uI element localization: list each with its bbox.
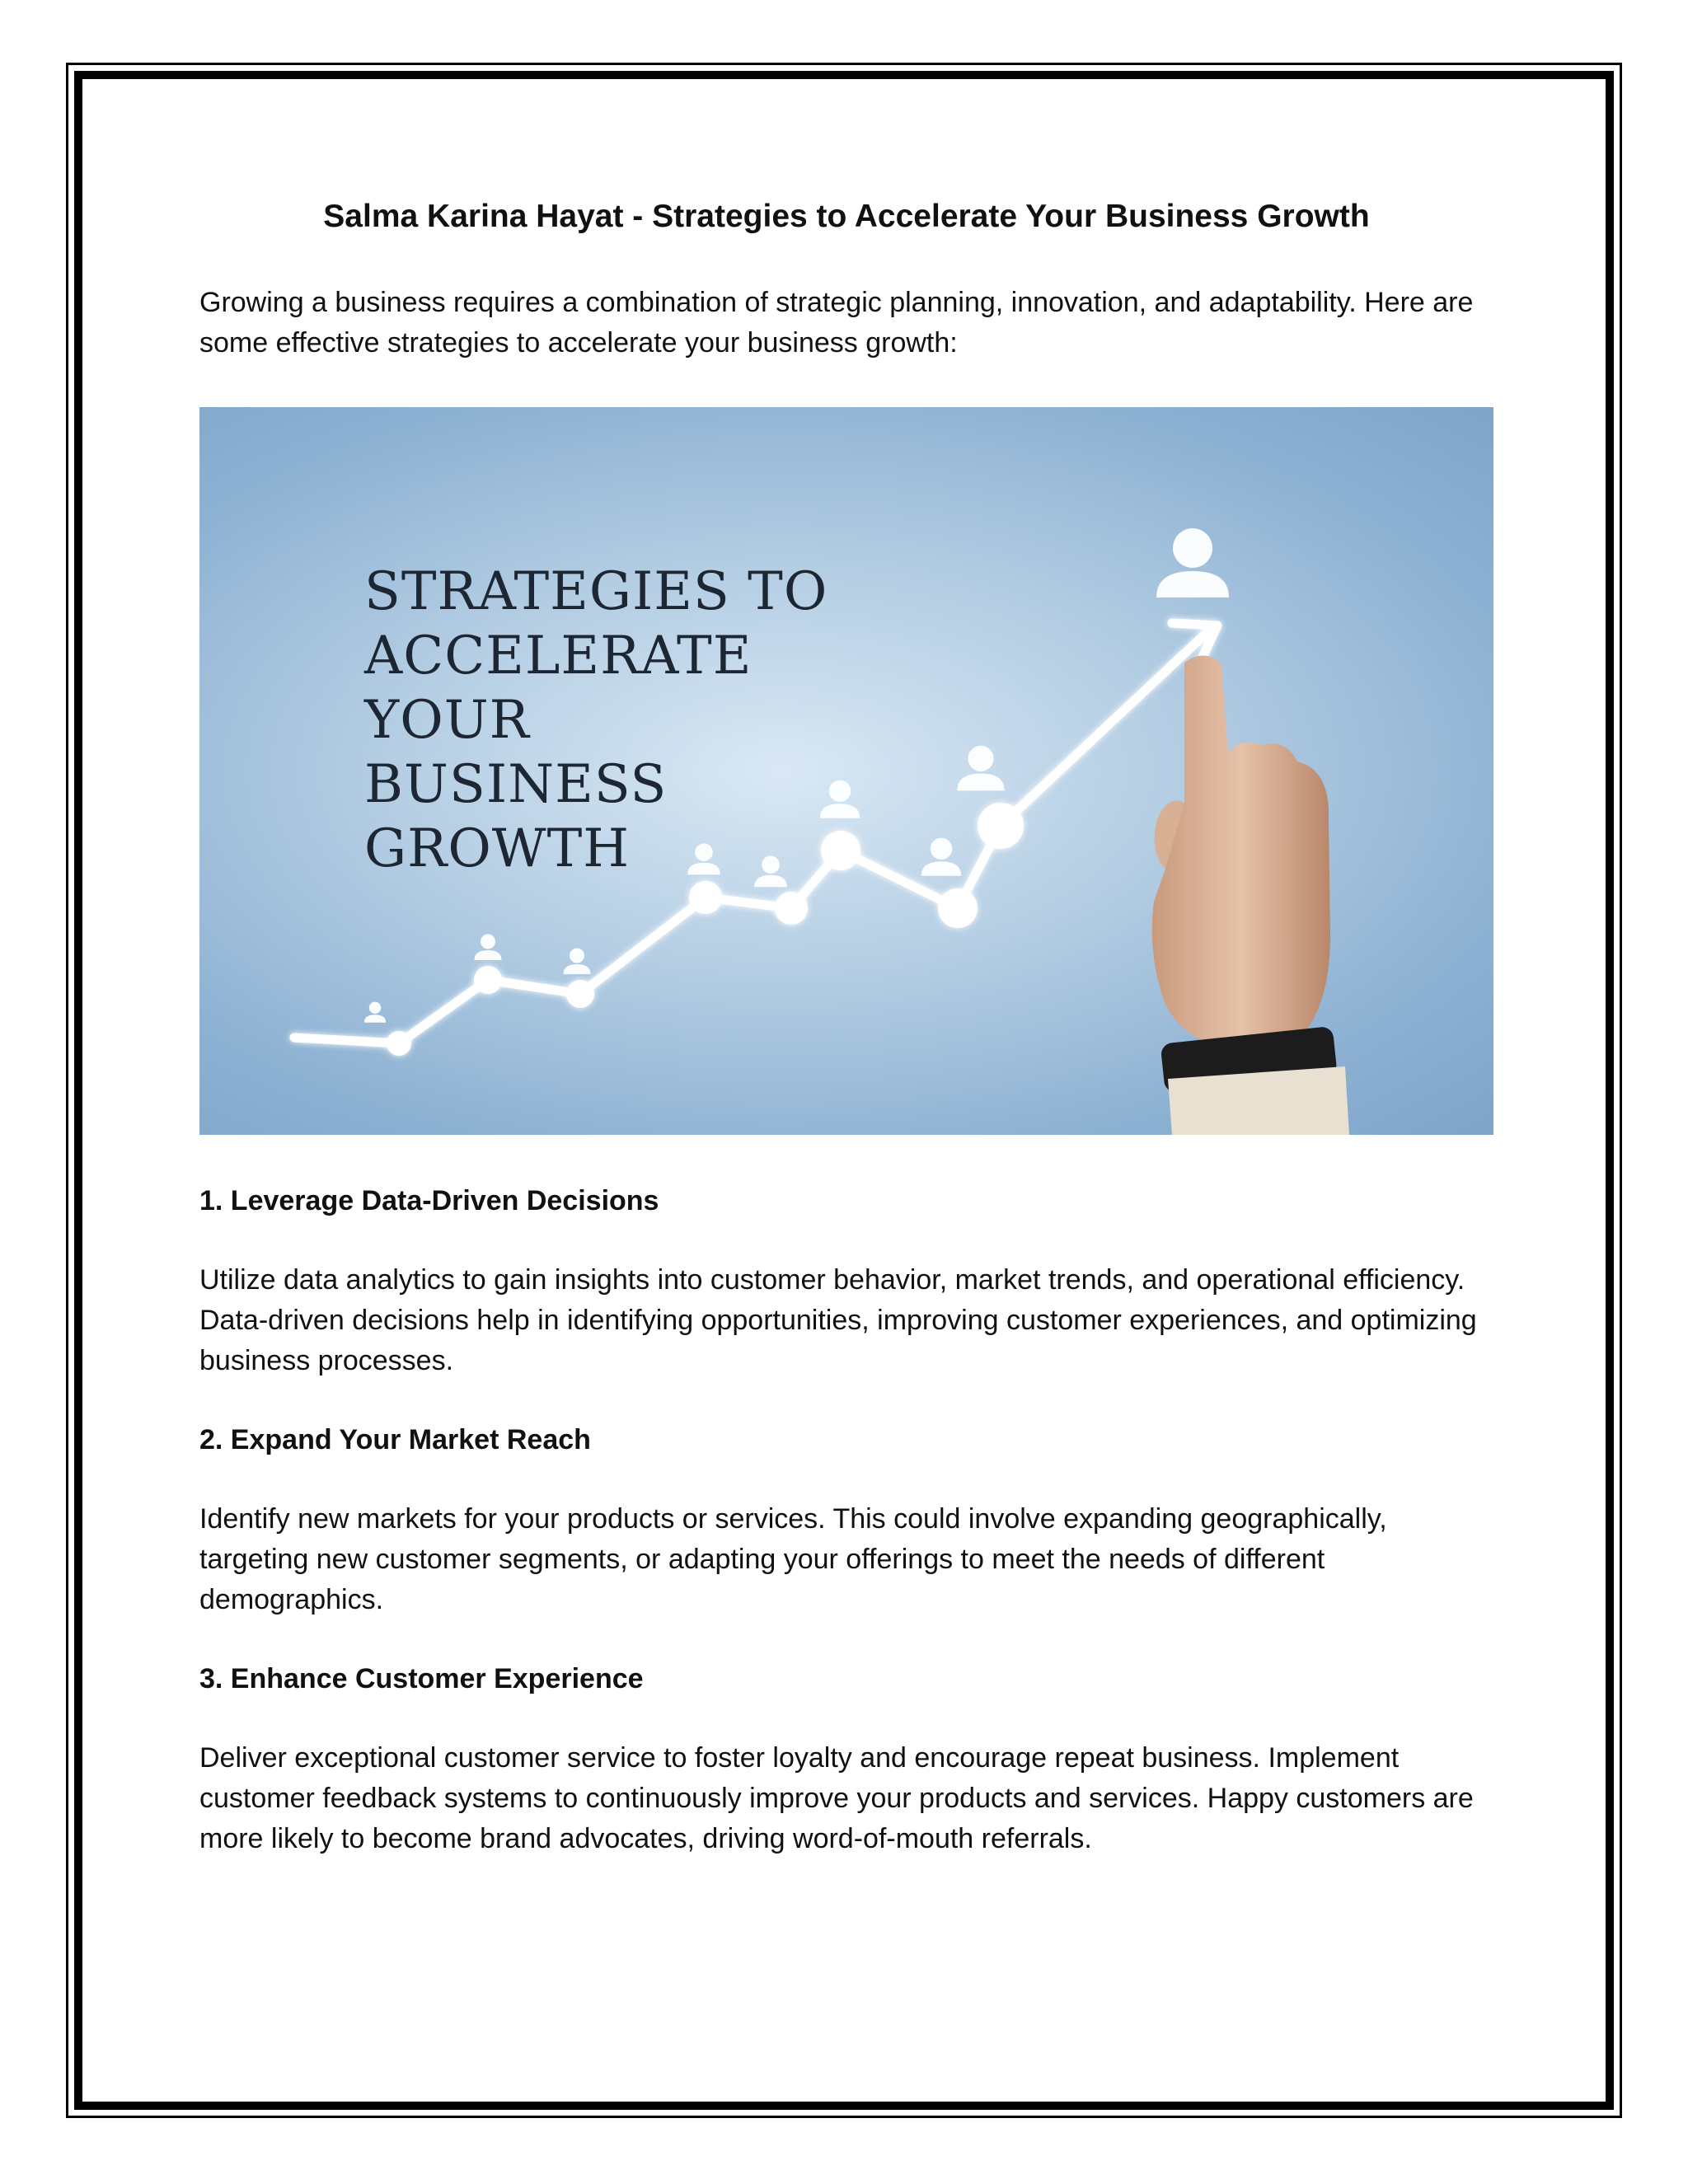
section-heading: 2. Expand Your Market Reach	[199, 1423, 591, 1455]
hero-title-line: BUSINESS GROWTH	[364, 753, 668, 879]
chart-node	[387, 1031, 411, 1056]
chart-node	[938, 888, 978, 928]
chart-node	[474, 966, 502, 994]
intro-paragraph: Growing a business requires a combination of strategic planning, innovation, and adaptability. Here are some effective strategies to accelerate your business growth:	[199, 286, 1474, 359]
section-paragraph: Utilize data analytics to gain insights into customer behavior, market trends, and operational efficiency. Data-driven decisions help in identifying opportunities, improving customer experiences, and optimizing business processes.	[199, 1263, 1477, 1376]
pointing-hand	[1152, 655, 1349, 1135]
section-paragraph: Deliver exceptional customer service to foster loyalty and encourage repeat business. Implement customer feedback systems to continuously improve your products and services. Happy customers are more likely to become brand advocates, driving word-of-mouth referrals.	[199, 1741, 1474, 1854]
hero-image	[199, 407, 1493, 1135]
section-heading: 1. Leverage Data-Driven Decisions	[199, 1184, 659, 1216]
chart-node	[978, 803, 1024, 849]
section-paragraph: Identify new markets for your products or services. This could involve expanding geographically, targeting new customer segments, or adapting your offerings to meet the needs of different demographics.	[199, 1502, 1387, 1615]
chart-node	[566, 980, 594, 1008]
document-title: Salma Karina Hayat - Strategies to Accelerate Your Business Growth	[323, 199, 1370, 234]
chart-node	[689, 881, 722, 914]
hero-title-line: ACCELERATE YOUR	[364, 625, 753, 751]
chart-node	[775, 892, 808, 925]
document-body	[199, 198, 1493, 1898]
section-heading: 3. Enhance Customer Experience	[199, 1662, 644, 1694]
hero-title-line: STRATEGIES TO	[364, 560, 828, 622]
hero-title	[364, 560, 892, 881]
